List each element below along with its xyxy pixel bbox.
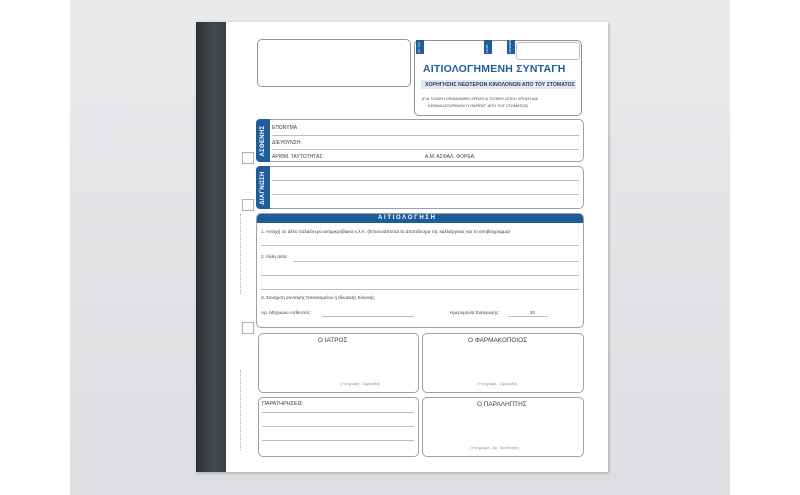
justification-checkbox[interactable] — [242, 322, 254, 334]
header-note-line1: (ΓΙΑ ΤΟΠΙΚΗ ΟΦΘΑΛΜΙΚΗ ΧΡΗΣΗ & ΤΟΠΙΚΗ ΩΤΙΚΗ ΧΡΗΣΗ ΚΑΙ — [422, 96, 539, 101]
surname-label: ΕΠΩΝΥΜΑ — [272, 125, 298, 131]
doctor-signature-hint: (Υπογραφή - Σφραγίδα) — [340, 382, 381, 386]
logo-box — [257, 39, 411, 87]
margin-printer-mark — [240, 214, 242, 294]
form-title: ΑΙΤΙΟΛΟΓΗΜΕΝΗ ΣΥΝΤΑΓΗ — [423, 63, 566, 75]
address-label: ΔΙΕΥΘΥΝΣΗ: — [272, 140, 302, 146]
reason-line-4 — [261, 289, 579, 290]
reason-line-3 — [261, 275, 579, 276]
diagnosis-line-1 — [272, 180, 579, 181]
remarks-label: ΠΑΡΑΤΗΡΗΣΕΙΣ: — [262, 401, 304, 407]
surname-line — [272, 135, 579, 136]
admission-date-line — [508, 316, 548, 317]
reason-line-1 — [261, 245, 579, 246]
pharmacist-label: Ο ΦΑΡΜΑΚΟΠΟΙΟΣ — [468, 337, 528, 344]
recipient-label: Ο ΠΑΡΑΛΗΠΤΗΣ — [477, 401, 527, 408]
justification-title: Α Ι Τ Ι Ο Λ Ο Γ Η Σ Η — [378, 215, 435, 221]
margin-printer-mark-2 — [240, 370, 242, 450]
patient-tab-label: ΑΣΘΕΝΗΣ — [260, 125, 266, 156]
diagnosis-section — [256, 166, 584, 209]
pad-spine — [196, 22, 226, 472]
diagnosis-tab-label: ΔΙΑΓΝΩΣΗ — [260, 170, 266, 205]
id-number-label: ΑΡΙΘΜ. ΤΑΥΤΟΤΗΤΑΣ: — [272, 154, 324, 160]
pharmacist-signature-hint: (Υπογραφή - Σφραγίδα) — [477, 382, 518, 386]
address-line — [272, 149, 579, 150]
reason-resistance: 1. Αντοχή σε άλλο παλαιότερο αντιμικροβιακό κ.λ.π. (Επισυνάπτεται το αποτέλεσμα της καλλιέργειας και το αντιβιόγραμμα) — [261, 229, 511, 234]
reason-line-2 — [293, 261, 579, 262]
remarks-line-2 — [262, 426, 414, 427]
diagnosis-checkbox[interactable] — [242, 199, 254, 211]
patient-tab — [256, 119, 270, 162]
header-note-line2: ΚΕΦΑΛΟΣΠΟΡΙΝΩΝ ΓΙ ΠΑΡΕΝΤ. ΑΠΟ ΤΟΥ ΣΤΟΜΑΤΟΣ) — [428, 103, 529, 108]
header-tab-series-label: ΣΕΙΡΑ — [485, 44, 489, 53]
record-number-label: Αρ. Μητρώου Ασθενούς: — [261, 310, 312, 315]
patient-checkbox[interactable] — [242, 152, 254, 164]
insurance-label: Α.Μ. ΑΣΦΑΛ. ΦΟΡΕΑ: — [425, 154, 476, 160]
reason-other: 2. Άλλη αιτία — [261, 254, 287, 259]
remarks-line-1 — [262, 412, 414, 413]
remarks-line-3 — [262, 440, 414, 441]
header-number-field — [516, 42, 580, 60]
admission-date-label: Ημερομηνία Εισαγωγής: — [450, 310, 500, 315]
recipient-signature-hint: (Υπογραφή - Αρ. Ταυτότητας) — [470, 446, 520, 450]
reason-hospital: 3. Συνέχιση συνταγής Νοσοκομείου ή Ιδιωτικής Κλινικής — [261, 295, 375, 300]
form-subtitle: ΧΟΡΗΓΗΣΗΣ ΝΕΩΤΕΡΩΝ ΚΙΝΟΛΟΝΩΝ ΑΠΟ ΤΟΥ ΣΤΟΜΑΤΟΣ — [425, 82, 575, 88]
diagnosis-tab — [256, 166, 270, 209]
record-number-line — [322, 316, 414, 317]
admission-year: 20 — [530, 310, 536, 315]
header-tab-number-label: ΑΡΙΘΜΟΣ — [508, 39, 512, 53]
header-tab-serial-label: ΑΡ. ΤΑΞ — [417, 42, 421, 53]
diagnosis-line-2 — [272, 194, 579, 195]
doctor-label: Ο ΙΑΤΡΟΣ — [318, 337, 348, 344]
